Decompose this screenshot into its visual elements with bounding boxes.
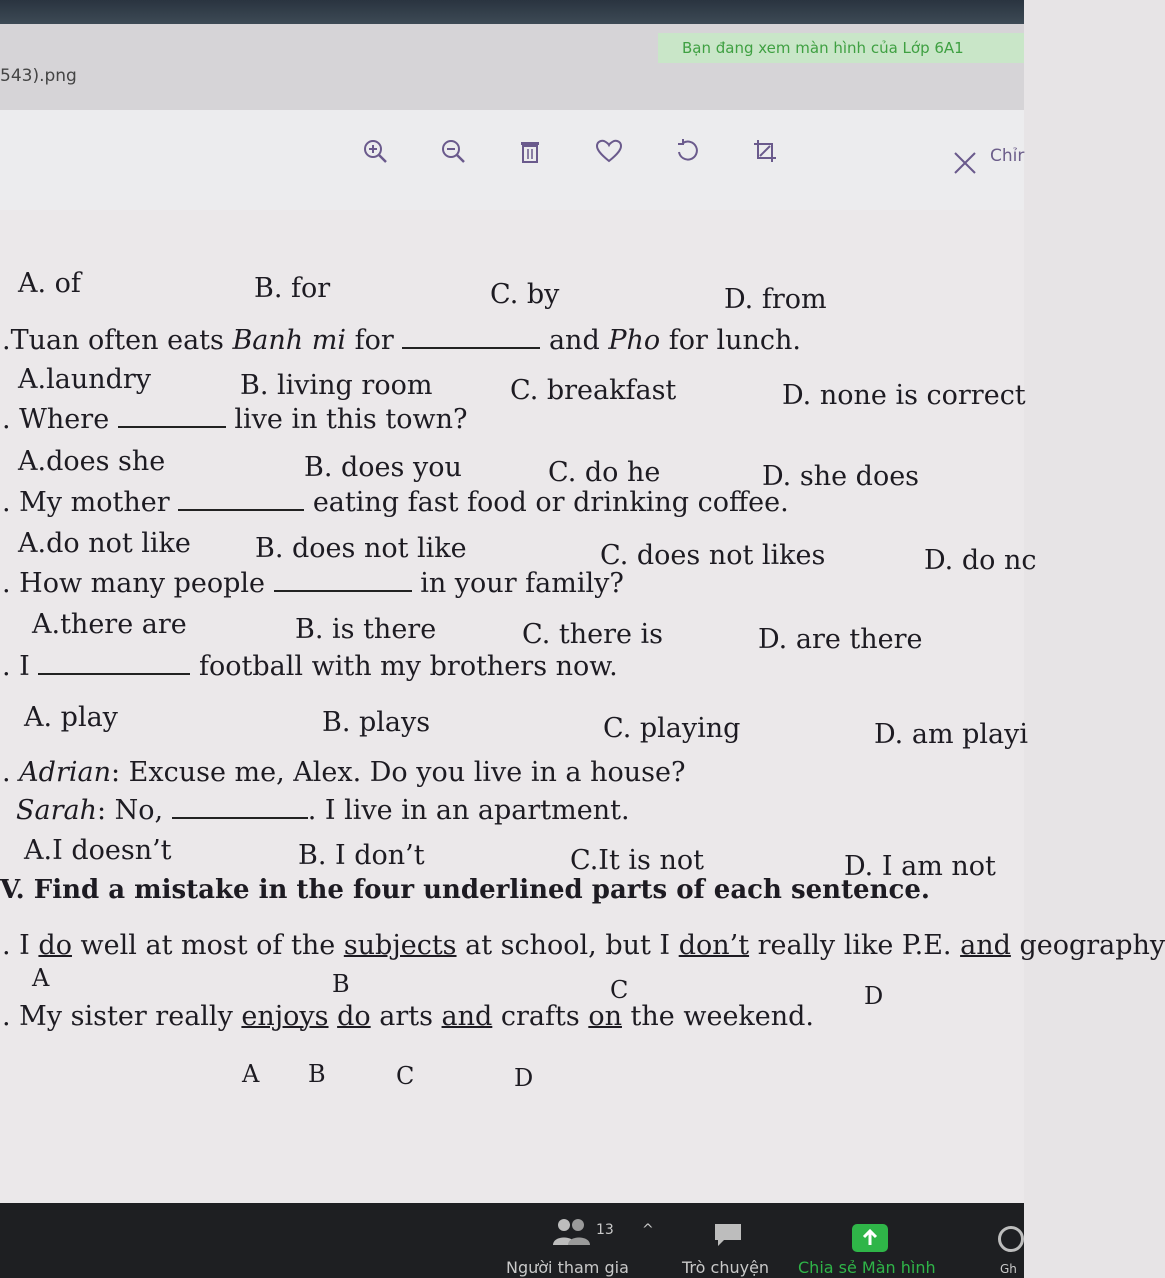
part-label: B [332,970,350,998]
option-b: B. living room [240,370,433,401]
option-b: B. I don’t [298,840,425,871]
document-page [0,210,1024,1203]
chevron-up-icon[interactable]: ^ [642,1222,654,1238]
option-d: D. am playi [874,719,1029,750]
option-c: C. do he [548,457,661,488]
screen-share-banner: Bạn đang xem màn hình của Lớp 6A1 [658,33,1024,63]
chat-icon[interactable] [712,1222,744,1252]
option-c: C. playing [603,713,741,744]
part-label: D [864,982,884,1010]
option-b: B. does you [304,452,462,483]
option-b: B. plays [322,707,431,738]
question-text: Sarah: No, . I live in an apartment. [16,795,630,826]
option-d: D. I am not [844,851,996,882]
question-text: . Adrian: Excuse me, Alex. Do you live in a house? [2,757,686,788]
option-b: B. for [254,273,331,304]
file-name: 543).png [0,66,77,86]
option-d: D. none is correct [782,380,1026,411]
question-text: .Tuan often eats Banh mi for and Pho for lunch. [2,325,801,356]
part-label: D [514,1064,534,1092]
question-text: . I football with my brothers now. [2,651,618,682]
participants-icon[interactable] [552,1217,592,1251]
share-screen-button[interactable]: Chia sẻ Màn hình [798,1258,936,1277]
option-c: C. does not likes [600,540,826,571]
part-label: A [32,964,50,992]
image-toolbar [0,110,1024,210]
option-b: B. does not like [255,533,467,564]
participants-count: 13 [596,1222,614,1238]
option-a: A.there are [32,609,187,640]
option-d: D. are there [758,624,923,655]
heart-icon[interactable] [594,136,624,166]
record-icon[interactable] [998,1226,1024,1252]
option-a: A. play [24,702,118,733]
option-c: C. by [490,279,560,310]
more-button[interactable]: Gh [1000,1262,1017,1276]
option-a: A.does she [18,446,166,477]
option-c: C.It is not [570,845,704,876]
part-label: C [396,1062,415,1090]
part-label: C [610,976,629,1004]
question-text: . How many people in your family? [2,568,624,599]
section-heading: V. Find a mistake in the four underlined parts of each sentence. [0,875,930,905]
zoom-out-icon[interactable] [438,136,468,166]
option-d: D. do nc [924,545,1037,576]
participants-button[interactable]: Người tham gia [506,1258,629,1277]
edit-icon[interactable] [952,150,978,180]
option-c: C. breakfast [510,375,677,406]
rotate-icon[interactable] [672,136,702,166]
share-screen-icon[interactable] [852,1224,888,1252]
chat-button[interactable]: Trò chuyện [682,1258,770,1277]
option-b: B. is there [295,614,437,645]
option-d: D. from [724,284,827,315]
question-text: . Where live in this town? [2,404,468,435]
question-text: . My mother eating fast food or drinking coffee. [2,487,789,518]
option-a: A.do not like [18,528,191,559]
part-label: B [308,1060,326,1088]
option-a: A.laundry [18,364,152,395]
mistake-sentence: . My sister really enjoys do arts and crafts on the weekend. [2,1001,815,1032]
crop-icon[interactable] [750,136,780,166]
zoom-in-icon[interactable] [360,136,390,166]
part-label: A [242,1060,260,1088]
option-d: D. she does [762,461,920,492]
top-strip [0,0,1024,24]
option-a: A. of [18,268,81,299]
mistake-sentence: . I do well at most of the subjects at school, but I don’t really like P.E. and geography [2,930,1165,961]
delete-icon[interactable] [515,136,545,166]
option-c: C. there is [522,619,664,650]
option-a: A.I doesn’t [24,835,172,866]
edit-button[interactable]: Chỉr [990,146,1025,166]
